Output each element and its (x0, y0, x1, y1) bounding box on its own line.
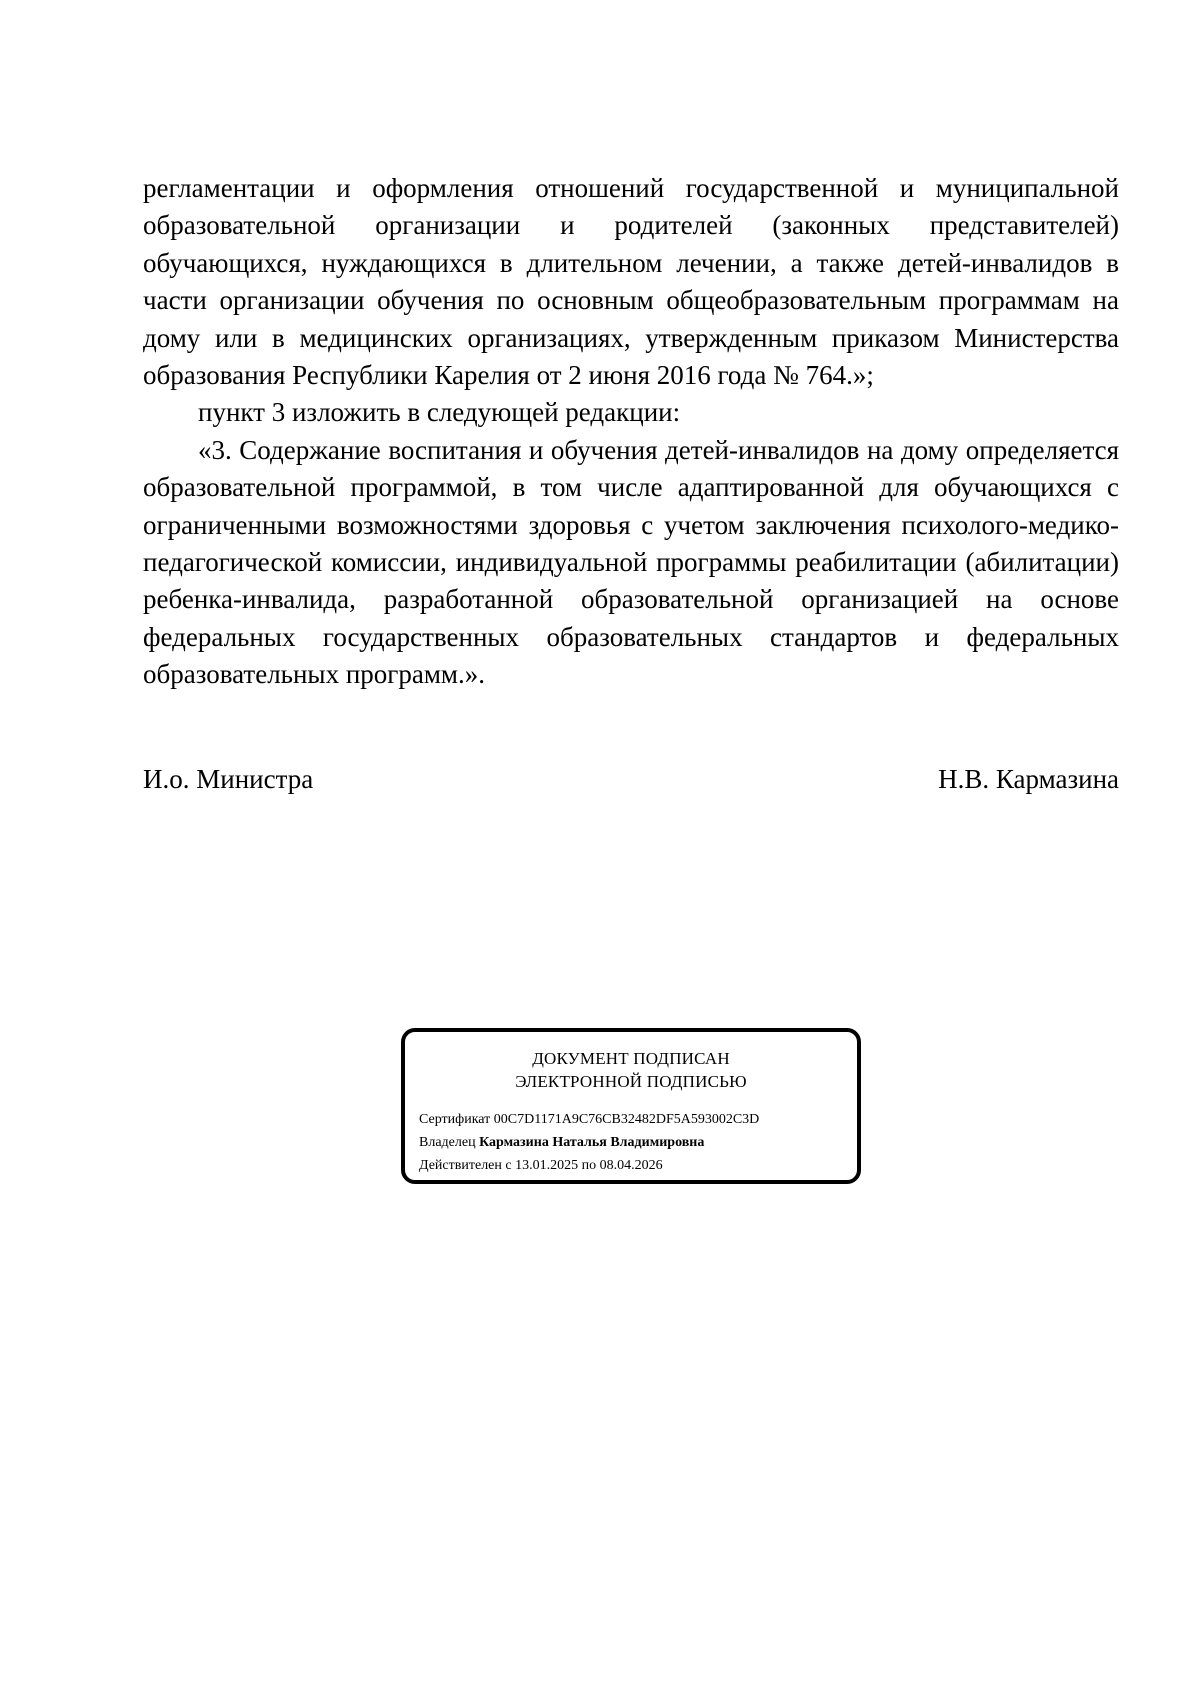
valid-from-label: с (505, 1158, 512, 1173)
certificate-label: Сертификат (419, 1112, 491, 1127)
electronic-signature-stamp (401, 1028, 861, 1184)
stamp-validity-line (419, 1156, 663, 1176)
valid-to-date: 08.04.2026 (599, 1158, 663, 1173)
stamp-owner-line (419, 1133, 704, 1153)
document-body (143, 170, 1119, 694)
signatory-position: И.о. Министра (143, 764, 314, 794)
paragraph-continuation: регламентации и оформления отношений государственной и муниципальной образовательной организации и родителей (законных представителей) обучающихся, нуждающихся в длительном лечении, а также детей-инвалидов в части организации обучения по основным общеобразовательным программам на дому или в медицинских организациях, утвержденным приказом Министерства образования Республики Карелия от 2 июня 2016 года № 764.»; (143, 173, 1119, 391)
paragraph-amendment-instruction: пункт 3 изложить в следующей редакции: (198, 397, 681, 428)
signatory-name: Н.В. Кармазина (938, 764, 1119, 794)
stamp-certificate-line (419, 1110, 759, 1130)
valid-to-label: по (581, 1158, 597, 1173)
signature-block (143, 761, 1119, 798)
paragraph-point-3: «3. Содержание воспитания и обучения детей-инвалидов на дому определяется образовательной программой, в том числе адаптированной для обучающихся с ограниченными возможностями здоровья с учетом заключения психолого-медико-педагогической комиссии, индивидуальной программы реабилитации (абилитации) ребенка-инвалида, разработанной образовательной организацией на основе федеральных государственных образовательных стандартов и федеральных образовательных программ.». (143, 434, 1119, 690)
certificate-value: 00C7D1171A9C76CB32482DF5A593002C3D (493, 1112, 760, 1127)
owner-label: Владелец (419, 1135, 476, 1150)
stamp-title-line-1: ДОКУМЕНТ ПОДПИСАН (532, 1049, 730, 1068)
stamp-title-line-2: ЭЛЕКТРОННОЙ ПОДПИСЬЮ (515, 1072, 747, 1091)
owner-value: Кармазина Наталья Владимировна (479, 1135, 705, 1150)
valid-label: Действителен (419, 1158, 502, 1173)
valid-from-date: 13.01.2025 (515, 1158, 579, 1173)
